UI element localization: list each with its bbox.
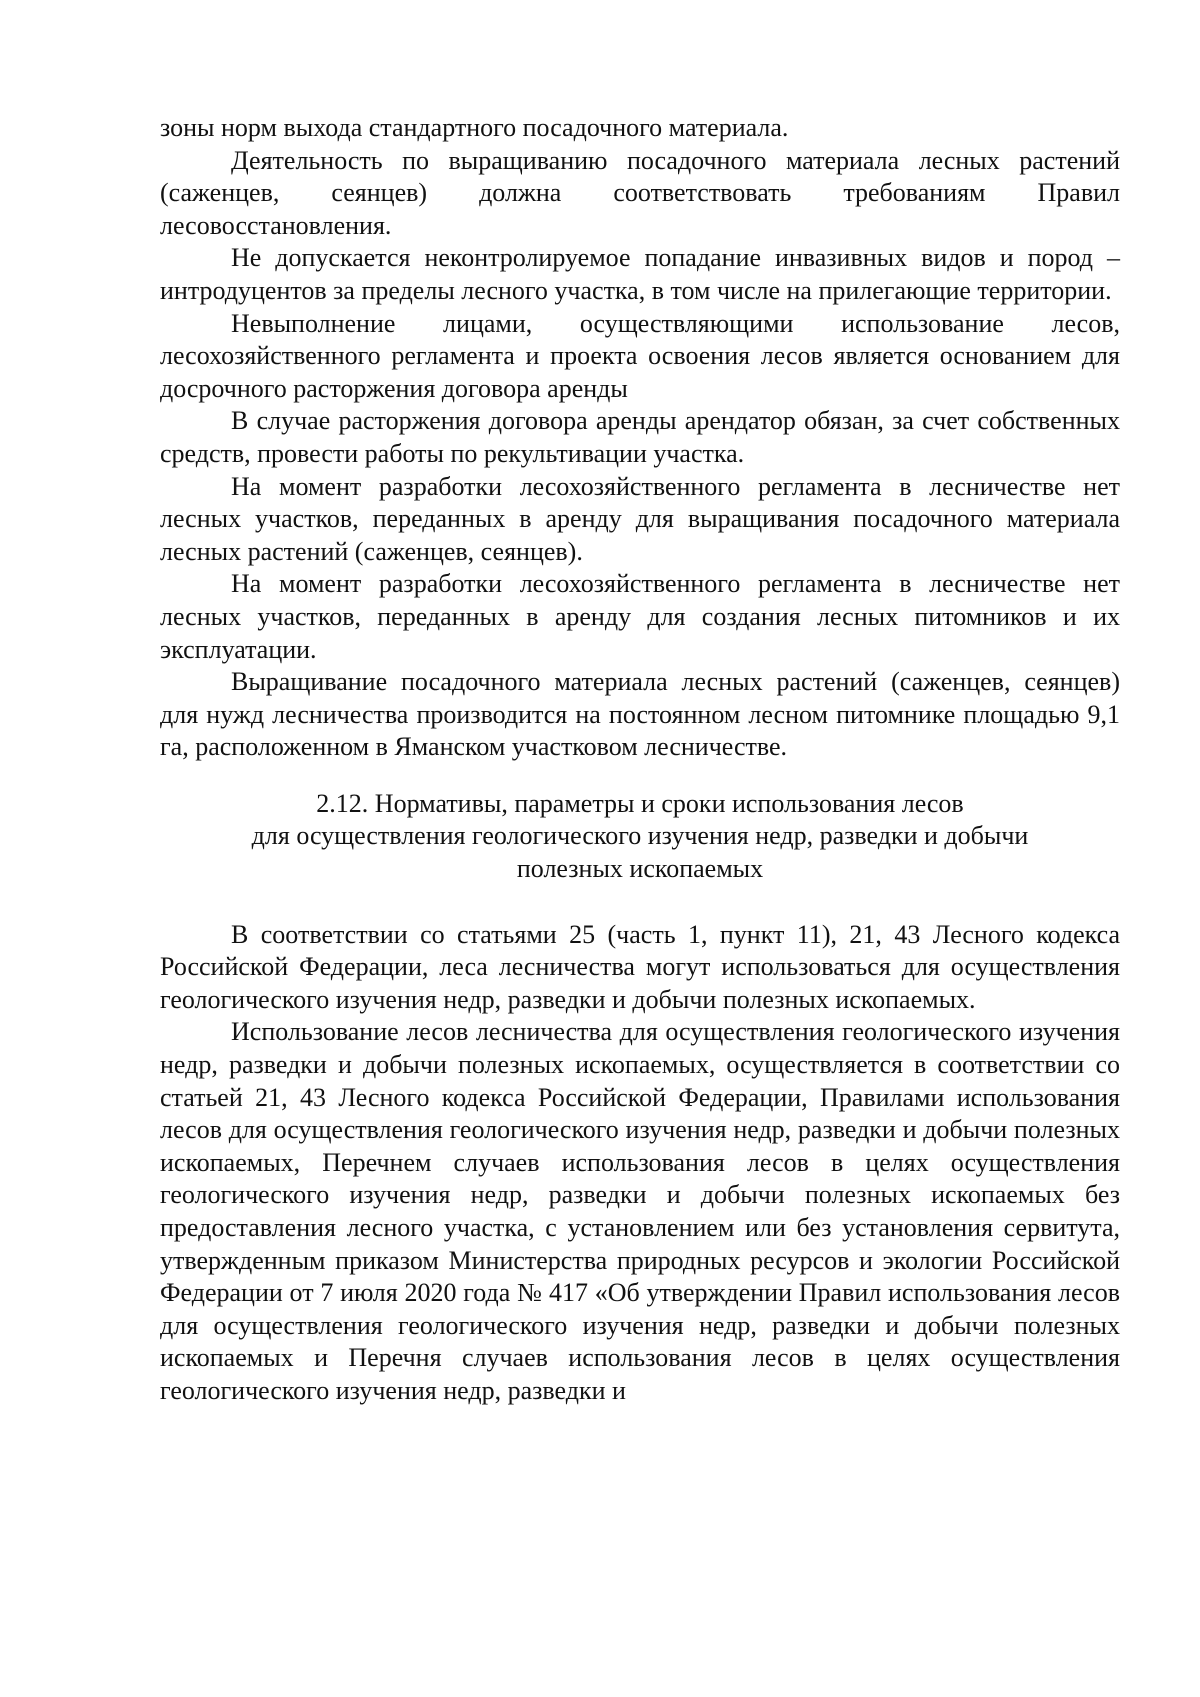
paragraph-no-lease-nursery: На момент разработки лесохозяйственного регламента в лесничестве нет лесных участков, переданных в аренду для создания лесных питомников и их эксплуатации. <box>160 569 1120 664</box>
section-heading-line-1: 2.12. Нормативы, параметры и сроки использования лесов <box>316 788 964 818</box>
paragraph-continuation: зоны норм выхода стандартного посадочного материала. <box>160 113 789 142</box>
section-heading-line-3: полезных ископаемых <box>516 854 764 884</box>
paragraph-non-compliance: Невыполнение лицами, осуществляющими использование лесов, лесохозяйственного регламента и проекта освоения лесов является основанием для досрочного расторжения договора аренды <box>160 308 1120 403</box>
paragraph-no-lease-planting: На момент разработки лесохозяйственного регламента в лесничестве нет лесных участков, переданных в аренду для выращивания посадочного материала лесных растений (саженцев, сеянцев). <box>160 471 1120 566</box>
paragraph-usage-rules: Использование лесов лесничества для осуществления геологического изучения недр, разведки и добычи полезных ископаемых, осуществляется в соответствии со статьей 21, 43 Лесного кодекса Российской Федерации, Правилами использования лесов для осуществления геологического изучения недр, разведки и добычи полезных ископаемых, Перечнем случаев использования лесов в целях осуществления геологического изучения недр, разведки и добычи полезных ископаемых без предоставления лесного участка, с установлением или без установления сервитута, утвержденным приказом Министерства природных ресурсов и экологии Российской Федерации от 7 июля 2020 года № 417 «Об утверждении Правил использования лесов для осуществления геологического изучения недр, разведки и добычи полезных ископаемых и Перечня случаев использования лесов в целях осуществления геологического изучения недр, разведки и <box>160 1017 1120 1405</box>
section-heading <box>160 764 1120 919</box>
paragraph-invasive-species: Не допускается неконтролируемое попадание инвазивных видов и пород – интродуцентов за пределы лесного участка, в том числе на прилегающие территории. <box>160 243 1120 305</box>
paragraph-lease-termination: В случае расторжения договора аренды арендатор обязан, за счет собственных средств, провести работы по рекультивации участка. <box>160 406 1120 468</box>
paragraph-nursery-info: Выращивание посадочного материала лесных растений (саженцев, сеянцев) для нужд лесничества производится на постоянном лесном питомнике площадью 9,1 га, расположенном в Яманском участковом лесничестве. <box>160 667 1120 762</box>
paragraph-legal-basis: В соответствии со статьями 25 (часть 1, пункт 11), 21, 43 Лесного кодекса Российской Федерации, леса лесничества могут использоваться для осуществления геологического изучения недр, разведки и добычи полезных ископаемых. <box>160 919 1120 1014</box>
section-heading-line-2: для осуществления геологического изучения недр, разведки и добычи <box>251 821 1029 851</box>
paragraph-planting-activity: Деятельность по выращиванию посадочного материала лесных растений (саженцев, сеянцев) должна соответствовать требованиям Правил лесовосстановления. <box>160 145 1120 240</box>
